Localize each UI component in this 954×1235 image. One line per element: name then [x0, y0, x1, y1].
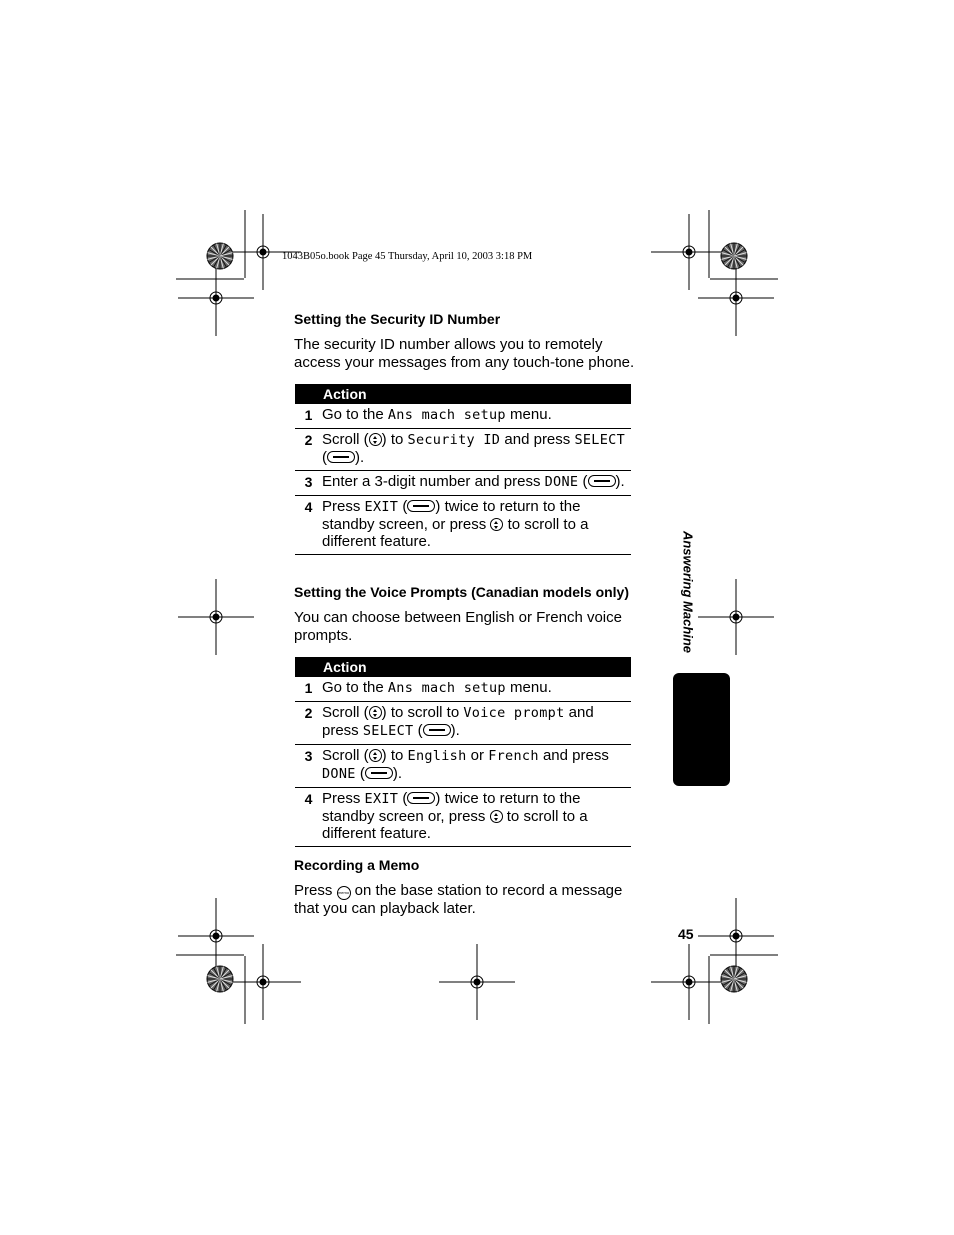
display-text: English — [407, 748, 467, 764]
security-steps-table — [295, 384, 631, 555]
starburst-mark — [721, 966, 747, 992]
table-row — [295, 404, 631, 429]
step-number: 2 — [295, 429, 322, 471]
scroll-key-icon — [369, 433, 382, 446]
soft-key-icon — [407, 792, 435, 804]
table-header-row — [295, 384, 631, 404]
step-text: Press EXIT ( ) twice to return to the standby screen or, press to scroll to a different feature. — [322, 788, 631, 847]
step-number: 3 — [295, 745, 322, 788]
display-text: SELECT — [574, 432, 626, 448]
step-number: 4 — [295, 788, 322, 847]
display-text: Ans mach setup — [387, 407, 506, 423]
crosshair-mark — [698, 579, 774, 655]
table-header-action: Action — [295, 384, 631, 404]
table-row — [295, 471, 631, 496]
crosshair-mark — [178, 898, 254, 974]
step-number: 1 — [295, 404, 322, 429]
step-text: Enter a 3-digit number and press DONE ( ). — [322, 471, 631, 496]
scroll-key-icon — [369, 706, 382, 719]
starburst-mark — [207, 243, 233, 269]
table-header-row — [295, 657, 631, 677]
voice-steps-table — [295, 657, 631, 847]
display-text: DONE — [322, 766, 356, 782]
table-row — [295, 745, 631, 788]
step-text: Scroll ( ) to Security ID and press SELECT ( ). — [322, 429, 631, 471]
soft-key-icon — [407, 500, 435, 512]
table-row — [295, 788, 631, 847]
section-memo-text: Press memo on the base station to record a message that you can playback later. — [294, 882, 623, 917]
step-text: Go to the Ans mach setup menu. — [322, 404, 631, 429]
print-header: 1043B05o.book Page 45 Thursday, April 10, 2003 3:18 PM — [282, 251, 533, 262]
scroll-key-icon — [490, 518, 503, 531]
section-voice-title: Setting the Voice Prompts (Canadian models only) — [294, 584, 630, 600]
side-tab-label: Answering Machine — [680, 530, 696, 654]
display-text: Security ID — [407, 432, 501, 448]
table-row — [295, 677, 631, 702]
starburst-mark — [721, 243, 747, 269]
step-text: Go to the Ans mach setup menu. — [322, 677, 631, 702]
starburst-mark — [207, 966, 233, 992]
section-voice-intro: You can choose between English or French voice prompts. — [294, 609, 622, 644]
table-row — [295, 429, 631, 471]
step-number: 1 — [295, 677, 322, 702]
display-text: EXIT — [364, 499, 399, 515]
display-text: SELECT — [362, 723, 414, 739]
table-row — [295, 702, 631, 745]
display-text: EXIT — [364, 791, 399, 807]
memo-key-icon: memo — [337, 886, 351, 900]
step-number: 2 — [295, 702, 322, 745]
display-text: French — [488, 748, 539, 764]
soft-key-icon — [423, 724, 451, 736]
table-header-action: Action — [295, 657, 631, 677]
table-row — [295, 496, 631, 555]
page-number: 45 — [678, 926, 694, 942]
display-text: DONE — [544, 474, 579, 490]
crosshair-mark — [178, 260, 254, 336]
section-security-intro: The security ID number allows you to remotely access your messages from any touch-tone phone. — [294, 336, 635, 371]
step-text: Scroll ( ) to English or French and press DONE ( ). — [322, 745, 631, 788]
crosshair-mark — [439, 944, 515, 1020]
side-tab-block — [673, 673, 730, 786]
display-text: Ans mach setup — [387, 680, 506, 696]
step-number: 4 — [295, 496, 322, 555]
scroll-key-icon — [369, 749, 382, 762]
step-text: Press EXIT ( ) twice to return to the standby screen, or press to scroll to a different feature. — [322, 496, 631, 555]
crosshair-mark — [178, 579, 254, 655]
display-text: Voice prompt — [463, 705, 565, 721]
section-memo-title: Recording a Memo — [294, 857, 420, 873]
step-number: 3 — [295, 471, 322, 496]
soft-key-icon — [588, 475, 616, 487]
soft-key-icon — [365, 767, 393, 779]
section-security-title: Setting the Security ID Number — [294, 311, 501, 327]
step-text: Scroll ( ) to scroll to Voice prompt and press SELECT ( ). — [322, 702, 631, 745]
scroll-key-icon — [490, 810, 503, 823]
soft-key-icon — [327, 451, 355, 463]
